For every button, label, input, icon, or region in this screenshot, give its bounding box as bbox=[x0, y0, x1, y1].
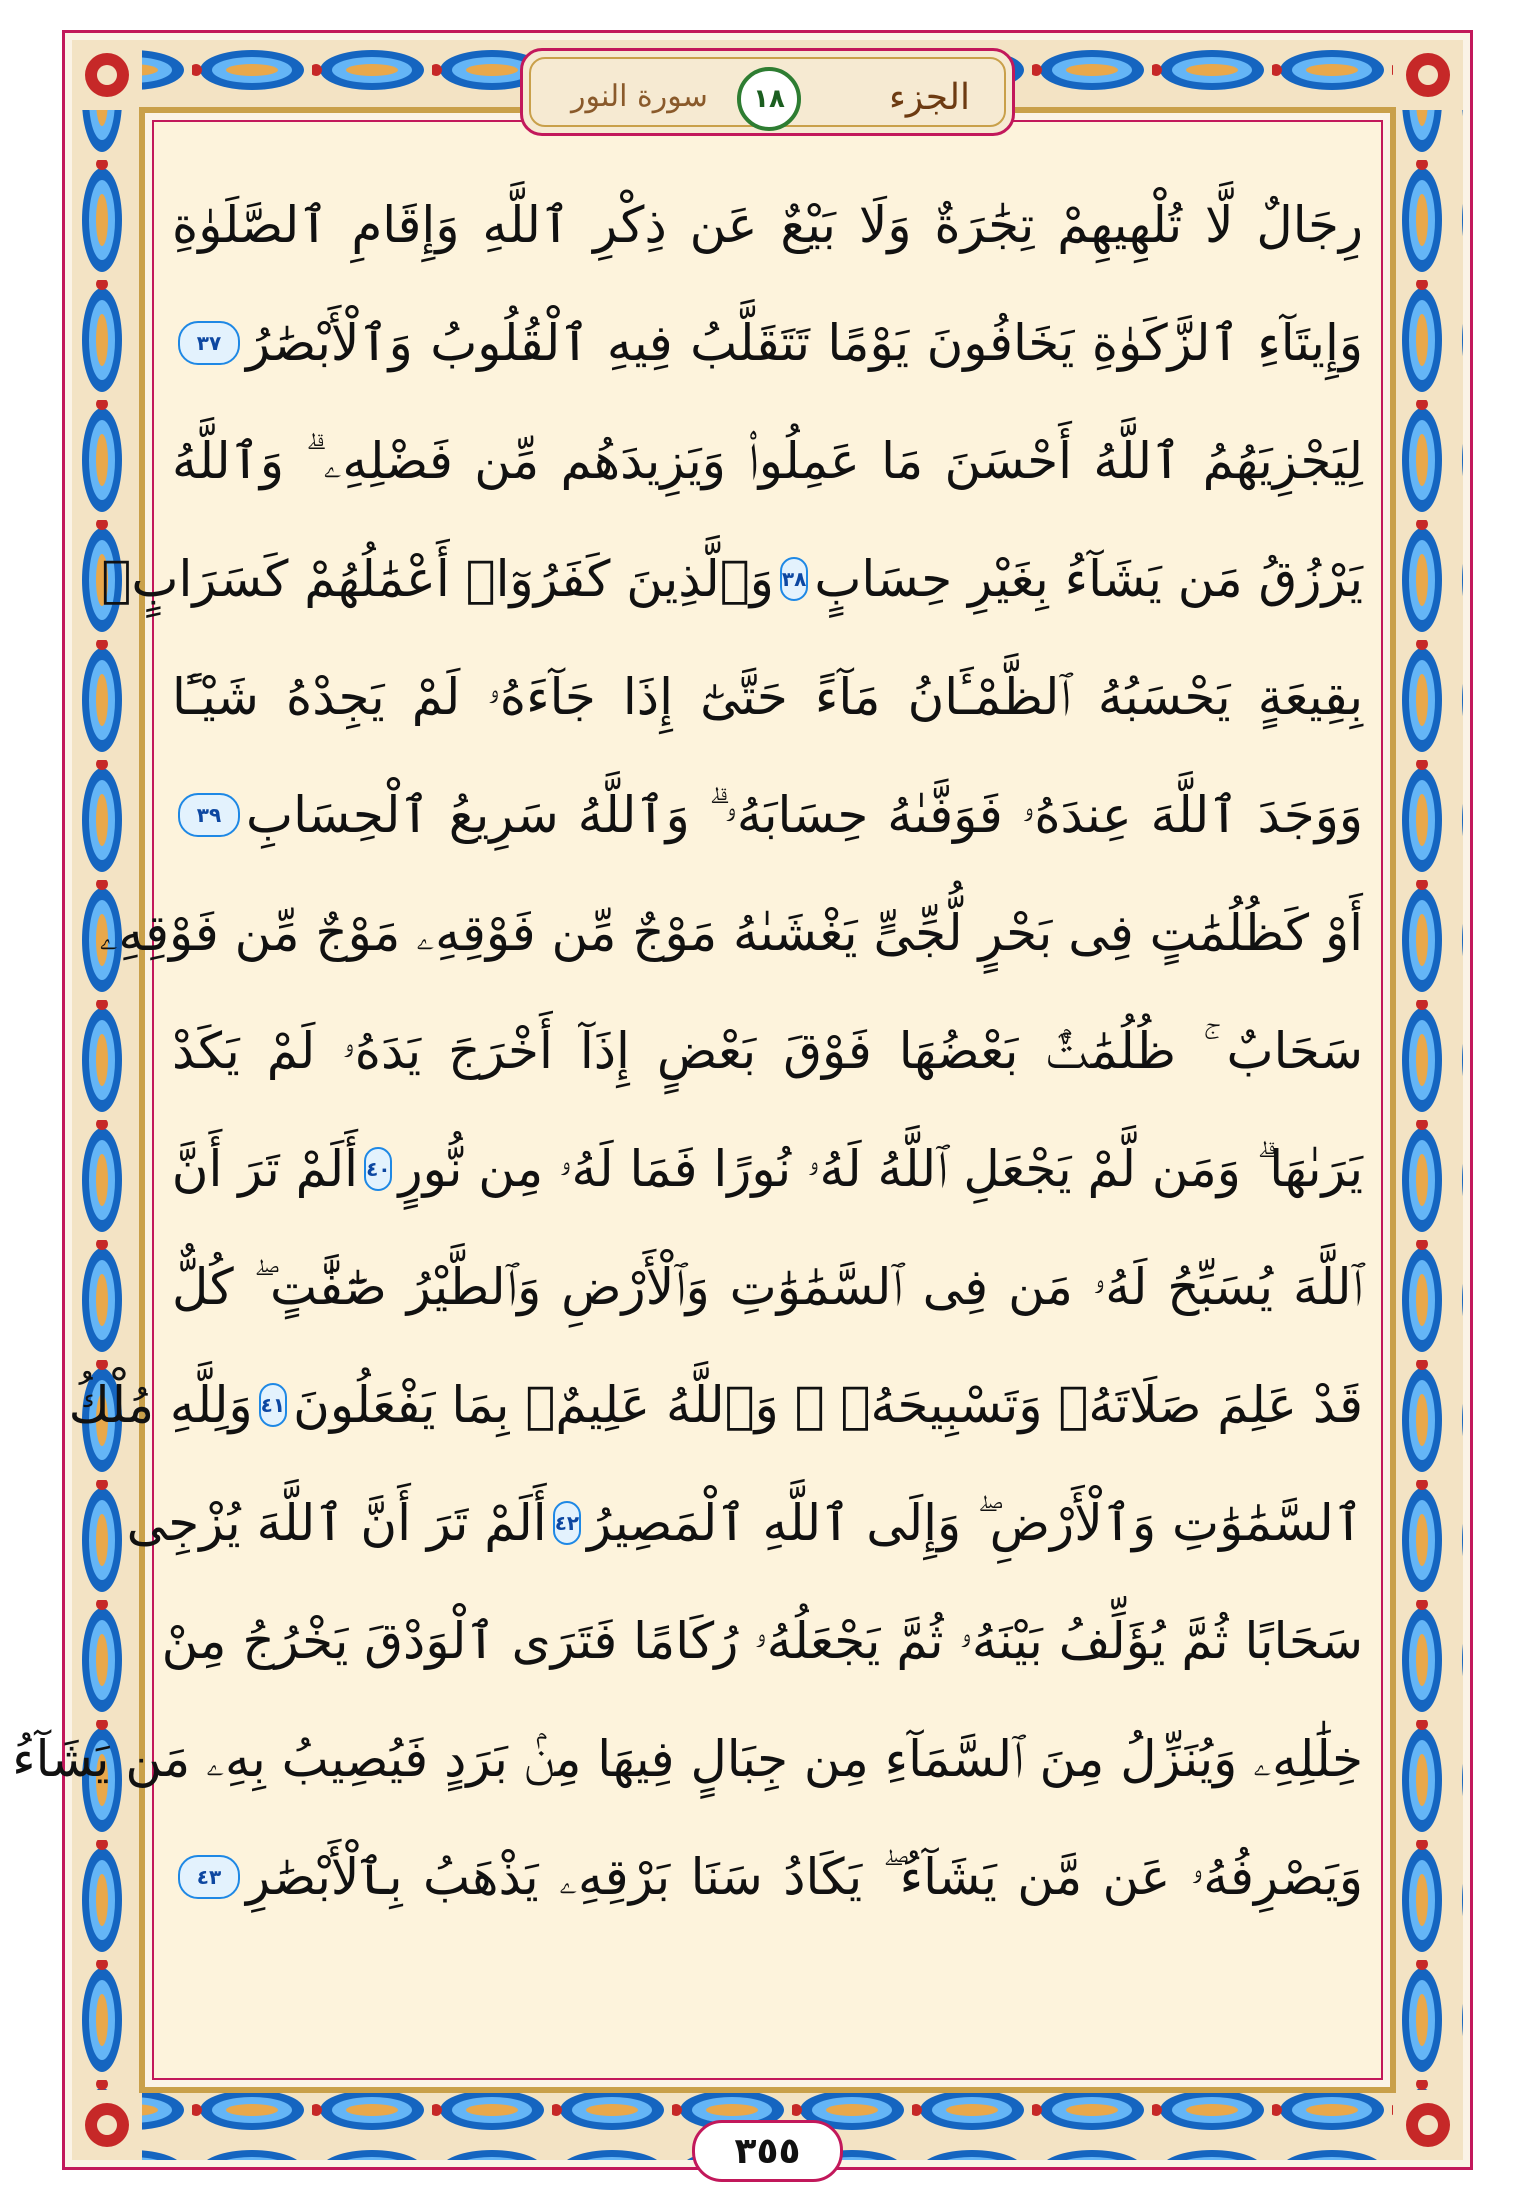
header-inner-frame bbox=[529, 57, 1006, 127]
ayah-number-marker: ٤٢ bbox=[553, 1501, 581, 1545]
text-line-13: سَحَابًا ثُمَّ يُؤَلِّفُ بَيْنَهُۥ ثُمَّ يَجْعَلُهُۥ رُكَامًا فَتَرَى ٱلْوَدْقَ يَخْرُجُ مِنْ bbox=[161, 1611, 1363, 1670]
quran-text bbox=[12, 170, 1363, 2050]
text-line-4: يَرْزُقُ مَن يَشَآءُ بِغَيْرِ حِسَابٍ ٣٨ وَٱلَّذِينَ كَفَرُوٓا۟ أَعْمَٰلُهُمْ كَسَرَابٍۭ bbox=[101, 550, 1363, 608]
text-line-8: سَحَابٌ ۚ ظُلُمَٰتٌۢ بَعْضُهَا فَوْقَ بَعْضٍ إِذَآ أَخْرَجَ يَدَهُۥ لَمْ يَكَدْ bbox=[172, 1021, 1363, 1080]
text-line-3: لِيَجْزِيَهُمُ ٱللَّهُ أَحْسَنَ مَا عَمِلُوا۟ وَيَزِيدَهُم مِّن فَضْلِهِۦ ۗ وَٱللَّهُ bbox=[172, 431, 1363, 490]
text-line-14: خِلَٰلِهِۦ وَيُنَزِّلُ مِنَ ٱلسَّمَآءِ مِن جِبَالٍ فِيهَا مِنۢ بَرَدٍ فَيُصِيبُ بِهِۦ مَن يَشَآءُ bbox=[12, 1729, 1363, 1788]
ayah-number-marker: ٣٩ bbox=[178, 793, 240, 837]
surah-name: سورة النور bbox=[571, 79, 708, 114]
page-number-badge bbox=[692, 2120, 843, 2182]
ayah-number-marker: ٤٠ bbox=[364, 1147, 392, 1191]
text-line-11: قَدْ عَلِمَ صَلَاتَهُۥ وَتَسْبِيحَهُۥ ۗ وَٱللَّهُ عَلِيمٌۢ بِمَا يَفْعَلُونَ ٤١ وَلِلَّهِ مُلْكُ bbox=[68, 1376, 1363, 1434]
ayah-number-marker: ٣٨ bbox=[780, 557, 808, 601]
text-line-12: ٱلسَّمَٰوَٰتِ وَٱلْأَرْضِ ۖ وَإِلَى ٱللَّهِ ٱلْمَصِيرُ ٤٢ أَلَمْ تَرَ أَنَّ ٱللَّهَ يُزْجِى bbox=[126, 1493, 1363, 1552]
text-line-2: وَإِيتَآءِ ٱلزَّكَوٰةِ يَخَافُونَ يَوْمًا تَتَقَلَّبُ فِيهِ ٱلْقُلُوبُ وَٱلْأَبْصَٰرُ ٣٧ bbox=[172, 288, 1363, 398]
text-line-15: وَيَصْرِفُهُۥ عَن مَّن يَشَآءُ ۖ يَكَادُ سَنَا بَرْقِهِۦ يَذْهَبُ بِٱلْأَبْصَٰرِ ٤٣ bbox=[172, 1822, 1363, 1932]
page-header bbox=[520, 48, 1015, 136]
juz-label: الجزء bbox=[889, 77, 970, 118]
text-line-6: وَوَجَدَ ٱللَّهَ عِندَهُۥ فَوَفَّىٰهُ حِسَابَهُۥ ۗ وَٱللَّهُ سَرِيعُ ٱلْحِسَابِ ٣٩ bbox=[172, 760, 1363, 870]
ayah-number-marker: ٣٧ bbox=[178, 321, 240, 365]
juz-number-badge: ١٨ bbox=[737, 67, 801, 131]
text-line-10: ٱللَّهَ يُسَبِّحُ لَهُۥ مَن فِى ٱلسَّمَٰوَٰتِ وَٱلْأَرْضِ وَٱلطَّيْرُ صَٰٓفَّٰتٍ ۖ كُلٌّ bbox=[172, 1257, 1363, 1316]
ayah-number-marker: ٤٣ bbox=[178, 1855, 240, 1899]
text-line-1: رِجَالٌ لَّا تُلْهِيهِمْ تِجَٰرَةٌ وَلَا بَيْعٌ عَن ذِكْرِ ٱللَّهِ وَإِقَامِ ٱلصَّلَوٰةِ bbox=[172, 196, 1363, 254]
ayah-number-marker: ٤١ bbox=[259, 1383, 287, 1427]
text-line-7: أَوْ كَظُلُمَٰتٍ فِى بَحْرٍ لُّجِّىٍّ يَغْشَىٰهُ مَوْجٌ مِّن فَوْقِهِۦ مَوْجٌ مِّن فَوْقِهِۦ bbox=[99, 903, 1363, 962]
text-line-5: بِقِيعَةٍ يَحْسَبُهُ ٱلظَّمْـَٔانُ مَآءً حَتَّىٰٓ إِذَا جَآءَهُۥ لَمْ يَجِدْهُ شَيْـًٔا bbox=[172, 667, 1363, 726]
text-line-9: يَرَىٰهَا ۗ وَمَن لَّمْ يَجْعَلِ ٱللَّهُ لَهُۥ نُورًا فَمَا لَهُۥ مِن نُّورٍ ٤٠ أَلَمْ تَرَ أَنَّ bbox=[171, 1139, 1363, 1198]
page-number: ٣٥٥ bbox=[734, 2130, 801, 2172]
